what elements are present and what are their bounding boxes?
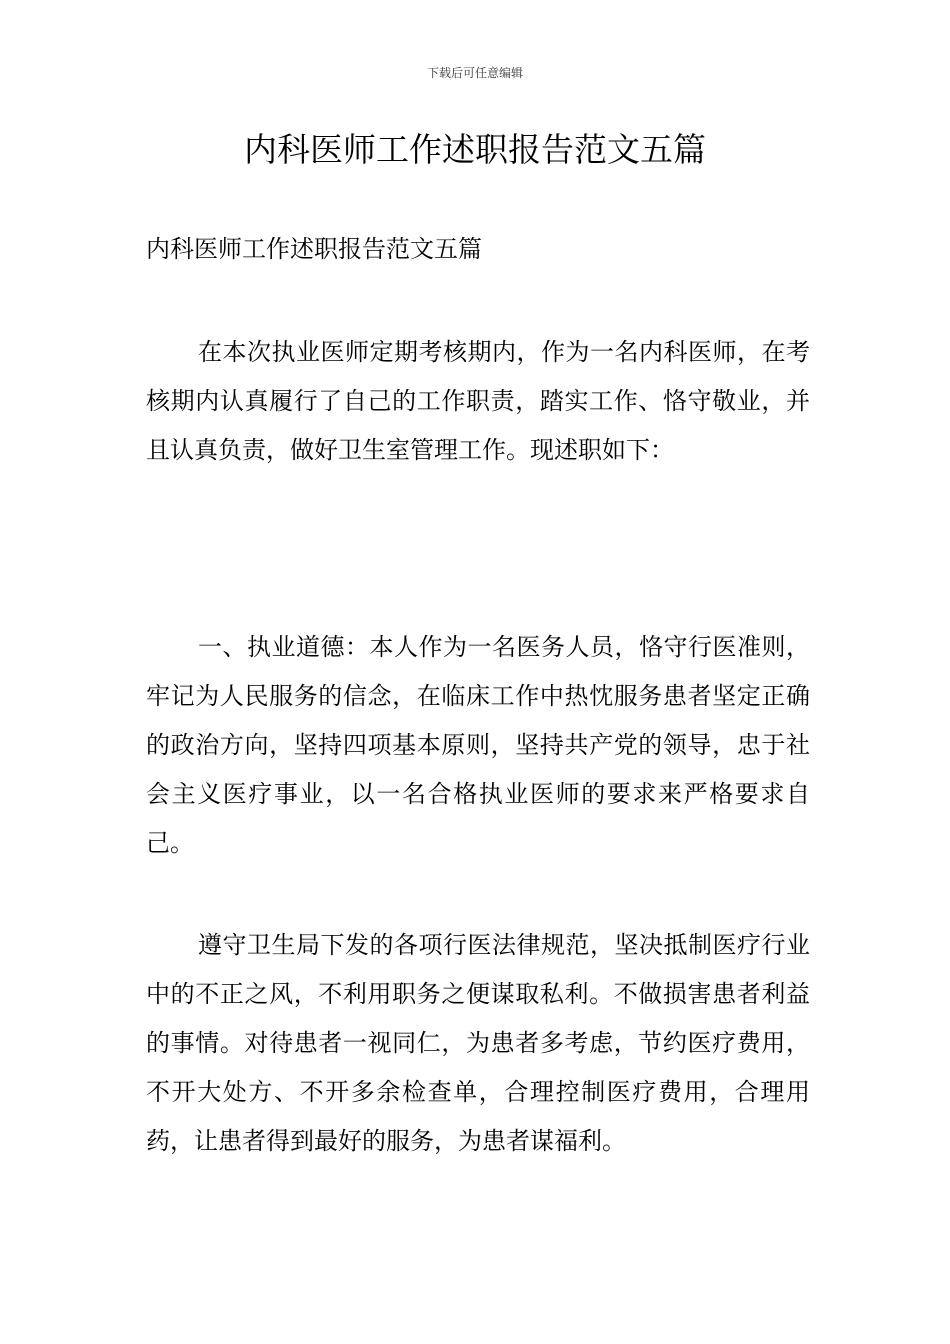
document-title: 内科医师工作述职报告范文五篇: [244, 130, 706, 169]
paragraph-professional-ethics: 一、执业道德：本人作为一名医务人员，恪守行医准则，牢记为人民服务的信念，在临床工作中热忱服务患者坚定正确的政治方向，坚持四项基本原则，坚持共产党的领导，忠于社会主义医疗事业，以一名合格执业医师的要求来严格要求自己。: [146, 633, 810, 857]
paragraph-regulations: 遵守卫生局下发的各项行医法律规范，坚决抵制医疗行业中的不正之风，不利用职务之便谋取私利。不做损害患者利益的事情。对待患者一视同仁，为患者多考虑，节约医疗费用，不开大处方、不开多余检查单，合理控制医疗费用，合理用药，让患者得到最好的服务，为患者谋福利。: [146, 931, 810, 1155]
header-note: 下载后可任意编辑: [426, 66, 523, 80]
paragraph-intro: 在本次执业医师定期考核期内，作为一名内科医师，在考核期内认真履行了自己的工作职责，踏实工作、恪守敬业，并且认真负责，做好卫生室管理工作。现述职如下：: [146, 338, 810, 464]
document-subtitle: 内科医师工作述职报告范文五篇: [146, 235, 482, 263]
